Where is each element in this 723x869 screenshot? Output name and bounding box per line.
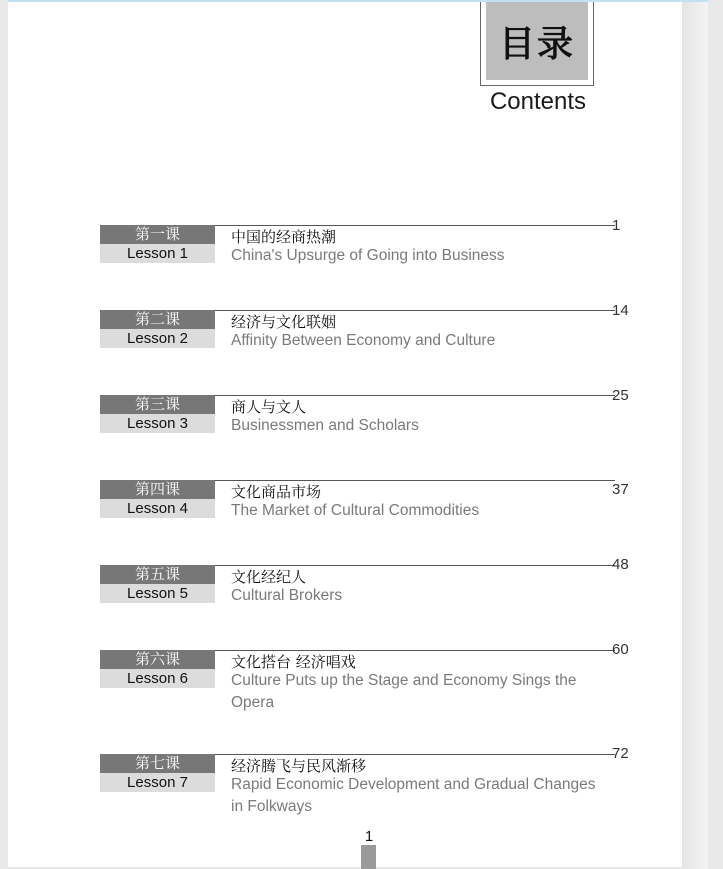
page-number: 72	[612, 745, 629, 762]
lesson-label-zh: 第一课	[100, 225, 215, 244]
lesson-label-en: Lesson 1	[100, 244, 215, 263]
page-number: 1	[612, 217, 621, 234]
footer-page-number: 1	[364, 828, 374, 845]
lesson-label-zh: 第五课	[100, 565, 215, 584]
lesson-title-en: Rapid Economic Development and Gradual Changes in Folkways	[231, 776, 596, 815]
lesson-label-zh: 第六课	[100, 650, 215, 669]
lesson-title-en: Culture Puts up the Stage and Economy Sings the Opera	[231, 672, 577, 711]
lesson-title-zh: 经济与文化联姻	[231, 313, 337, 331]
lesson-label-zh: 第二课	[100, 310, 215, 329]
lesson-label-en: Lesson 6	[100, 669, 215, 688]
page-edge-shadow	[682, 2, 708, 869]
lesson-label-en: Lesson 4	[100, 499, 215, 518]
page-title-zh: 目录	[498, 23, 575, 65]
title-panel	[486, 2, 588, 80]
page-number: 14	[612, 302, 629, 319]
lesson-title-zh: 经济腾飞与民风渐移	[231, 757, 367, 775]
lesson-label-en: Lesson 5	[100, 584, 215, 603]
lesson-label-zh: 第七课	[100, 754, 215, 773]
lesson-label-en: Lesson 2	[100, 329, 215, 348]
lesson-title-zh: 商人与文人	[231, 398, 307, 416]
lesson-title-en: The Market of Cultural Commodities	[231, 502, 480, 519]
lesson-label-en: Lesson 7	[100, 773, 215, 792]
lesson-label-zh: 第四课	[100, 480, 215, 499]
lesson-title-zh: 文化商品市场	[231, 483, 322, 501]
page-number: 60	[612, 641, 629, 658]
lesson-title-en: Cultural Brokers	[231, 587, 343, 604]
lesson-label-zh: 第三课	[100, 395, 215, 414]
lesson-title-en: Businessmen and Scholars	[231, 417, 419, 434]
page-title-en: Contents	[489, 88, 587, 115]
title-box	[480, 2, 594, 86]
lesson-title-en: Affinity Between Economy and Culture	[231, 332, 496, 349]
lesson-title-zh: 文化经纪人	[231, 568, 307, 586]
lesson-title-zh: 中国的经商热潮	[231, 228, 337, 246]
lesson-title-zh: 文化搭台 经济唱戏	[231, 653, 356, 671]
page-number: 48	[612, 556, 629, 573]
page-tab-marker	[361, 845, 376, 869]
page-number: 25	[612, 387, 629, 404]
page-number: 37	[612, 481, 629, 498]
document-page	[8, 0, 708, 867]
lesson-label-en: Lesson 3	[100, 414, 215, 433]
lesson-title-en: China's Upsurge of Going into Business	[231, 247, 505, 264]
